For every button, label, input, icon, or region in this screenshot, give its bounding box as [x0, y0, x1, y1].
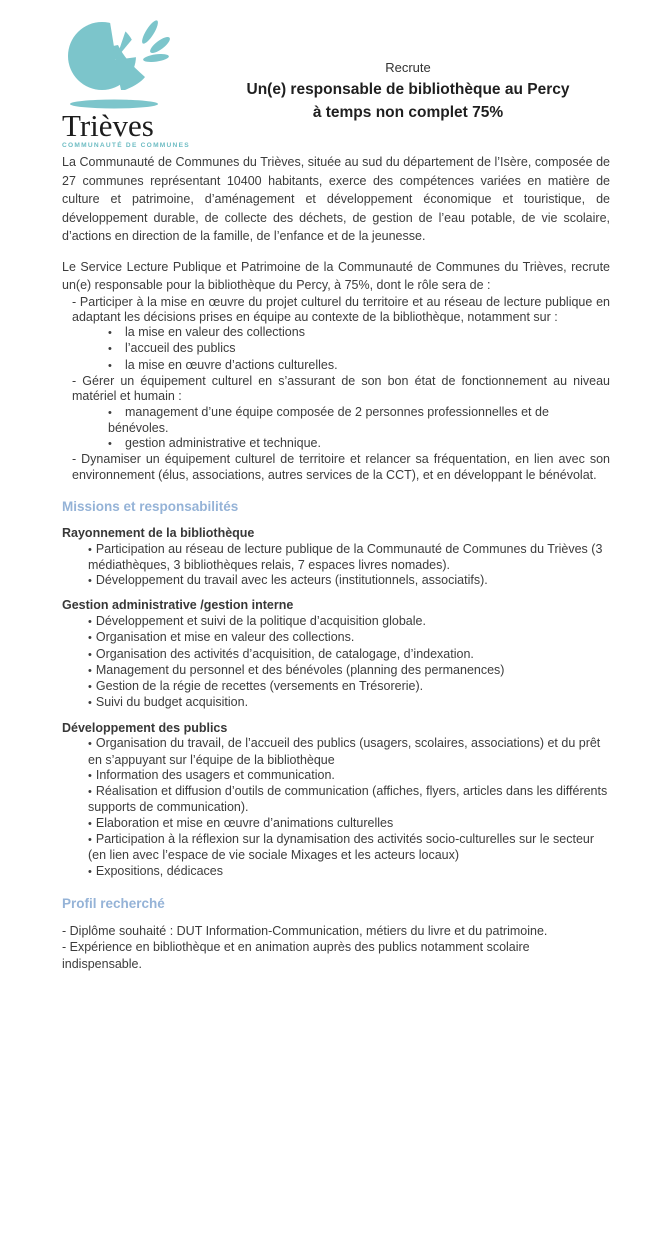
bullet-item: [62, 816, 610, 832]
bullet-icon: •: [88, 738, 92, 751]
bullet-item: [62, 695, 610, 711]
bullet-item: [62, 663, 610, 679]
bullet-icon: •: [88, 681, 92, 694]
bullet-icon: •: [88, 786, 92, 799]
group-bullet-list: [62, 736, 610, 880]
intro-items: [62, 295, 610, 484]
bullet-item: [62, 630, 610, 646]
trieves-logo: [62, 16, 190, 149]
sub-bullet-text: l’accueil des publics: [125, 341, 236, 356]
bullet-text: Elaboration et mise en œuvre d’animations culturelles: [95, 815, 394, 830]
bullet-text: Organisation des activités d’acquisition, de catalogage, d’indexation.: [95, 646, 474, 661]
bullet-item: [62, 679, 610, 695]
bullet-text: Réalisation et diffusion d’outils de communication (affiches, flyers, articles dans les différents supports de communication).: [88, 784, 608, 815]
profile-line: - Diplôme souhaité : DUT Information-Communication, métiers du livre et du patrimoine.: [62, 923, 548, 938]
intro-paragraph: La Communauté de Communes du Trièves, située au sud du département de l’Isère, composée de 27 communes représentant 10400 habitants, exerce des compétences variées en matière de culture et patrimoine, d’aménagement et développement économique et touristique, de développement durable, de collecte des déchets, de gestion de l’eau potable, de vie scolaire, d’actions en direction de la famille, de l’enfance et de la jeunesse.: [62, 155, 610, 243]
bullet-text: Expositions, dédicaces: [95, 863, 224, 878]
sub-bullet-list: [62, 325, 610, 374]
profile-line: - Expérience en bibliothèque et en animation auprès des publics notamment scolaire indispensable.: [62, 940, 530, 971]
bullet-icon: •: [88, 648, 92, 661]
bullet-text: Participation au réseau de lecture publique de la Communauté de Communes du Trièves (3 médiathèques, 3 bibliothèques relais, 7 espaces livres nomades).: [88, 541, 603, 572]
group-title: Développement des publics: [62, 720, 228, 735]
section-heading: Profil recherché: [62, 895, 165, 911]
group-title: Rayonnement de la bibliothèque: [62, 526, 255, 541]
bullet-icon: •: [88, 769, 92, 782]
sub-bullet-text: la mise en valeur des collections: [125, 325, 305, 340]
sub-bullet-text: la mise en œuvre d’actions culturelles.: [125, 357, 338, 372]
logo-wordmark: Trièves: [62, 108, 154, 143]
bullet-item: [62, 768, 610, 784]
bullet-icon: •: [108, 327, 112, 340]
bullet-text: Management du personnel et des bénévoles (planning des permanences): [95, 662, 505, 677]
dash-item: - Gérer un équipement culturel en s’assurant de son bon état de fonctionnement au niveau matériel et humain :: [72, 373, 610, 404]
bullet-text: Gestion de la régie de recettes (versements en Trésorerie).: [95, 679, 424, 694]
bullet-text: Information des usagers et communication.: [95, 767, 335, 782]
bullet-icon: •: [88, 615, 92, 628]
group-title: Gestion administrative /gestion interne: [62, 598, 294, 613]
job-title-block: [178, 58, 638, 124]
bullet-icon: •: [88, 575, 92, 588]
bullet-text: Organisation du travail, de l’accueil des publics (usagers, scolaires, associations) et du prêt en s’appuyant sur l’équipe de la bibliothèque: [88, 736, 601, 767]
bullet-icon: •: [88, 817, 92, 830]
bullet-icon: •: [88, 543, 92, 556]
bullet-item: [62, 573, 610, 589]
sub-bullet-item: [62, 436, 610, 452]
bullet-icon: •: [108, 343, 112, 356]
sub-bullet-item: [62, 341, 610, 357]
sub-bullet-item: [62, 358, 610, 374]
sub-bullet-text: management d’une équipe composée de 2 personnes professionnelles et de bénévoles.: [108, 404, 549, 435]
bullet-item: [62, 784, 610, 816]
bullet-icon: •: [108, 359, 112, 372]
section-heading: Missions et responsabilités: [62, 499, 239, 515]
sub-bullet-item: [62, 325, 610, 341]
dash-item: - Dynamiser un équipement culturel de territoire et relancer sa fréquentation, en lien avec son environnement (élus, associations, autres services de la CCT), et en développant le bénévolat.: [72, 452, 610, 482]
bullet-item: [62, 542, 610, 574]
bullet-text: Développement du travail avec les acteurs (institutionnels, associatifs).: [95, 573, 488, 588]
bullet-text: Organisation et mise en valeur des collections.: [95, 630, 355, 645]
group-bullet-list: [62, 542, 610, 590]
bullet-text: Participation à la réflexion sur la dynamisation des activités socio-culturelles sur le secteur (en lien avec l’espace de vie sociale Mixages et les acteurs locaux): [88, 832, 595, 863]
bullet-icon: •: [88, 697, 92, 710]
bullet-icon: •: [88, 664, 92, 677]
job-title-line1: Un(e) responsable de bibliothèque au Percy: [246, 81, 570, 98]
sections: [62, 498, 610, 972]
bullet-icon: •: [108, 406, 112, 419]
group-bullet-list: [62, 614, 610, 712]
sub-bullet-item: [62, 405, 610, 437]
bullet-text: Développement et suivi de la politique d’acquisition globale.: [95, 613, 426, 628]
bullet-item: [62, 647, 610, 663]
logo-subtitle: COMMUNAUTÉ DE COMMUNES: [62, 142, 190, 149]
recruits-label: Recrute: [385, 60, 431, 75]
sub-bullet-text: gestion administrative et technique.: [125, 436, 321, 451]
document-body: [62, 153, 610, 972]
bullet-item: [62, 832, 610, 864]
tree-logo-icon: [64, 16, 176, 109]
bullet-item: [62, 864, 610, 880]
bullet-icon: •: [108, 438, 112, 451]
bullet-icon: •: [88, 834, 92, 847]
bullet-icon: •: [88, 865, 92, 878]
bullet-item: [62, 736, 610, 768]
sub-bullet-list: [62, 405, 610, 453]
bullet-text: Suivi du budget acquisition.: [95, 695, 249, 710]
bullet-icon: •: [88, 632, 92, 645]
job-title-line2: à temps non complet 75%: [312, 104, 504, 121]
service-paragraph: Le Service Lecture Publique et Patrimoine de la Communauté de Communes du Trièves, recrute un(e) responsable pour la bibliothèque du Percy, à 75%, dont le rôle sera de :: [62, 259, 610, 292]
bullet-item: [62, 614, 610, 630]
dash-item: - Participer à la mise en œuvre du projet culturel du territoire et au réseau de lecture publique en adaptant les décisions prises en équipe au contexte de la bibliothèque, notamment sur :: [72, 294, 610, 324]
